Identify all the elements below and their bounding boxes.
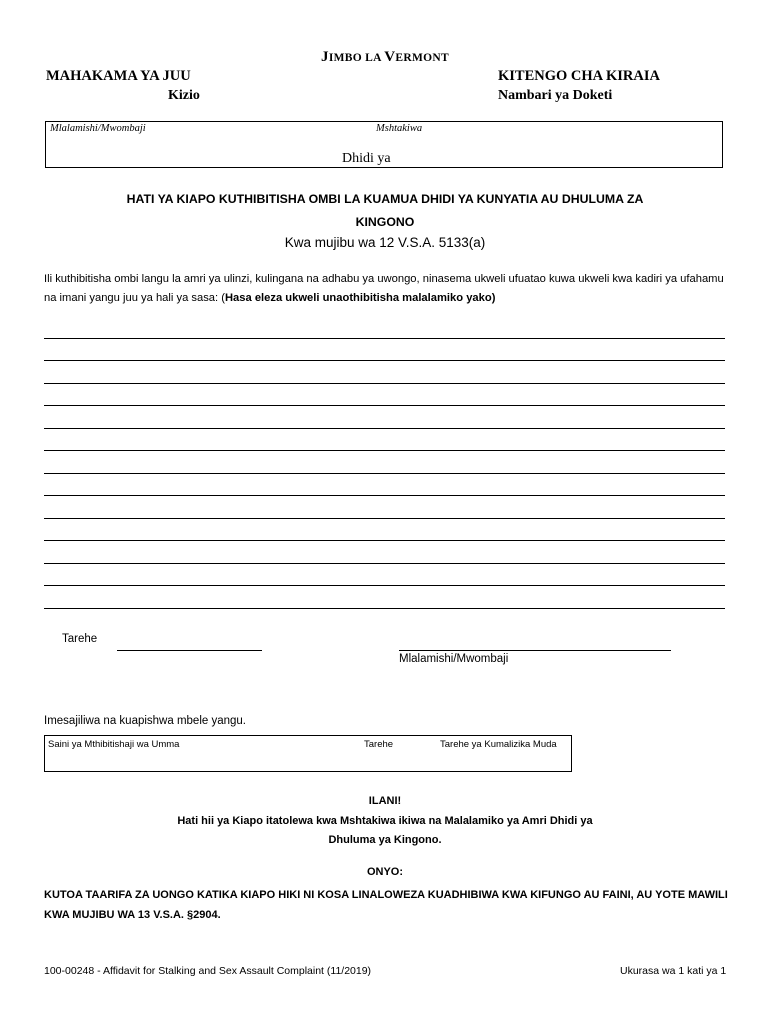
document-title-line-1: HATI YA KIAPO KUTHIBITISHA OMBI LA KUAMUA DHIDI YA KUNYATIA AU DHULUMA ZA (126, 192, 644, 206)
state-title-part-1: IMBO LA (328, 52, 385, 64)
defendant-label: Mshtakiwa (376, 123, 423, 134)
notary-signature-label: Saini ya Mthibitishaji wa Umma (48, 739, 180, 750)
plaintiff-label: Mlalamishi/Mwombaji (50, 123, 146, 134)
notary-date-label: Tarehe (364, 739, 394, 750)
statement-line-10[interactable] (44, 540, 725, 541)
versus-label: Dhidi ya (342, 151, 391, 166)
signature-field[interactable] (399, 650, 671, 651)
sworn-statement: Imesajiliwa na kuapishwa mbele yangu. (44, 715, 246, 727)
document-title-line-2: KINGONO (355, 215, 415, 229)
statement-line-5[interactable] (44, 428, 725, 429)
notice-title: ILANI! (368, 795, 402, 807)
state-title (0, 49, 770, 66)
docket-number-label: Nambari ya Doketi (498, 88, 613, 103)
notice-line-2: Dhuluma ya Kingono. (328, 834, 442, 846)
affidavit-intro (44, 270, 730, 308)
notary-expiry-label: Tarehe ya Kumalizika Muda (440, 739, 557, 750)
state-title-part-2: ERMONT (395, 52, 449, 64)
intro-text: Ili kuthibitisha ombi langu la amri ya ulinzi, kulingana na adhabu ya uwongo, ninasema ukweli ufuatao kuwa ukweli kwa kadiri ya ufahamu na imani yangu juu ya hali ya sasa: ( (44, 273, 724, 304)
statement-line-6[interactable] (44, 450, 725, 451)
form-id: 100-00248 - Affidavit for Stalking and Sex Assault Complaint (11/2019) (44, 965, 372, 977)
division-name: KITENGO CHA KIRAIA (498, 68, 660, 84)
intro-instruction: Hasa eleza ukweli unaothibitisha malalamiko yako) (224, 292, 496, 304)
statement-line-8[interactable] (44, 495, 725, 496)
statement-line-12[interactable] (44, 585, 725, 586)
signer-label: Mlalamishi/Mwombaji (399, 653, 509, 665)
state-title-initial-1: J (321, 49, 329, 65)
statement-line-9[interactable] (44, 518, 725, 519)
statement-line-13[interactable] (44, 608, 725, 609)
statement-line-11[interactable] (44, 563, 725, 564)
statement-line-3[interactable] (44, 383, 725, 384)
court-name: MAHAKAMA YA JUU (46, 68, 191, 84)
statement-line-4[interactable] (44, 405, 725, 406)
date-field[interactable] (117, 650, 262, 651)
notice-line-1: Hati hii ya Kiapo itatolewa kwa Mshtakiwa ikiwa na Malalamiko ya Amri Dhidi ya (177, 815, 593, 827)
statement-line-1[interactable] (44, 338, 725, 339)
statement-line-7[interactable] (44, 473, 725, 474)
statute-reference: Kwa mujibu wa 12 V.S.A. 5133(a) (284, 235, 486, 250)
caution-title: ONYO: (366, 866, 404, 878)
statement-line-2[interactable] (44, 360, 725, 361)
page-number: Ukurasa wa 1 kati ya 1 (620, 965, 727, 977)
caution-text: KUTOA TAARIFA ZA UONGO KATIKA KIAPO HIKI NI KOSA LINALOWEZA KUADHIBIWA KWA KIFUNGO AU FAINI, AU YOTE MAWILI KWA MUJIBU WA 13 V.S.A. §2904. (44, 889, 728, 921)
state-title-initial-2: V (384, 49, 396, 65)
date-label: Tarehe (62, 633, 98, 645)
unit-label: Kizio (168, 88, 200, 103)
